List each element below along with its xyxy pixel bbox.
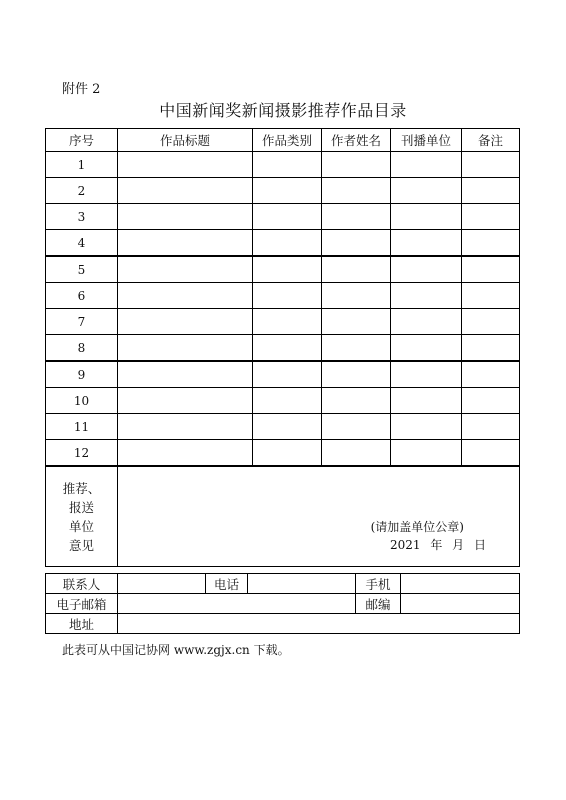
author-cell[interactable] — [322, 309, 391, 335]
table-row — [46, 283, 520, 309]
title-cell[interactable] — [118, 309, 253, 335]
remarks-cell[interactable] — [462, 152, 520, 178]
remarks-cell[interactable] — [462, 309, 520, 335]
title-cell[interactable] — [118, 204, 253, 230]
phone-label: 电话 — [206, 574, 248, 594]
footnote: 此表可从中国记协网 www.zgjx.cn 下载。 — [62, 643, 290, 657]
row-index: 10 — [46, 388, 118, 414]
author-cell[interactable] — [322, 361, 391, 388]
category-cell[interactable] — [253, 283, 322, 309]
publisher-cell[interactable] — [391, 204, 462, 230]
remarks-cell[interactable] — [462, 388, 520, 414]
publisher-cell[interactable] — [391, 388, 462, 414]
header-author: 作者姓名 — [322, 129, 391, 152]
row-index: 12 — [46, 440, 118, 467]
row-index: 1 — [46, 152, 118, 178]
remarks-cell[interactable] — [462, 283, 520, 309]
publisher-cell[interactable] — [391, 361, 462, 388]
category-cell[interactable] — [253, 361, 322, 388]
category-cell[interactable] — [253, 230, 322, 257]
row-index: 11 — [46, 414, 118, 440]
author-cell[interactable] — [322, 178, 391, 204]
author-cell[interactable] — [322, 440, 391, 467]
author-cell[interactable] — [322, 204, 391, 230]
address-field[interactable] — [118, 614, 520, 634]
title-cell[interactable] — [118, 361, 253, 388]
table-row — [46, 309, 520, 335]
phone-field[interactable] — [248, 574, 356, 594]
postcode-label: 邮编 — [356, 594, 401, 614]
title-cell[interactable] — [118, 178, 253, 204]
remarks-cell[interactable] — [462, 440, 520, 467]
publisher-cell[interactable] — [391, 178, 462, 204]
document-title: 中国新闻奖新闻摄影推荐作品目录 — [159, 101, 407, 120]
header-category: 作品类别 — [253, 129, 322, 152]
author-cell[interactable] — [322, 283, 391, 309]
table-row — [46, 256, 520, 283]
table-row — [46, 361, 520, 388]
author-cell[interactable] — [322, 388, 391, 414]
title-cell[interactable] — [118, 152, 253, 178]
email-label: 电子邮箱 — [46, 594, 118, 614]
publisher-cell[interactable] — [391, 256, 462, 283]
table-header-row — [46, 129, 520, 152]
title-cell[interactable] — [118, 388, 253, 414]
row-index: 9 — [46, 361, 118, 388]
mobile-label: 手机 — [356, 574, 401, 594]
works-table — [45, 128, 520, 567]
row-index: 5 — [46, 256, 118, 283]
category-cell[interactable] — [253, 414, 322, 440]
author-cell[interactable] — [322, 414, 391, 440]
category-cell[interactable] — [253, 256, 322, 283]
recommendation-row — [46, 466, 520, 567]
publisher-cell[interactable] — [391, 309, 462, 335]
category-cell[interactable] — [253, 335, 322, 362]
remarks-cell[interactable] — [462, 256, 520, 283]
title-cell[interactable] — [118, 440, 253, 467]
contact-row-1 — [46, 574, 520, 594]
date-line: 2021 年 月 日 — [390, 538, 486, 552]
row-index: 8 — [46, 335, 118, 362]
email-field[interactable] — [118, 594, 356, 614]
stamp-note: (请加盖单位公章) — [370, 520, 464, 534]
table-row — [46, 204, 520, 230]
header-title: 作品标题 — [118, 129, 253, 152]
author-cell[interactable] — [322, 256, 391, 283]
remarks-cell[interactable] — [462, 335, 520, 362]
attachment-label: 附件 2 — [62, 82, 101, 97]
header-remarks: 备注 — [462, 129, 520, 152]
recommendation-field[interactable] — [118, 466, 520, 567]
category-cell[interactable] — [253, 388, 322, 414]
table-row — [46, 335, 520, 362]
publisher-cell[interactable] — [391, 230, 462, 257]
table-row — [46, 414, 520, 440]
postcode-field[interactable] — [401, 594, 520, 614]
row-index: 6 — [46, 283, 118, 309]
row-index: 4 — [46, 230, 118, 257]
header-index: 序号 — [46, 129, 118, 152]
row-index: 3 — [46, 204, 118, 230]
contact-table — [45, 573, 520, 634]
table-row — [46, 440, 520, 467]
table-row — [46, 388, 520, 414]
recommendation-label: 推荐、 报送 单位 意见 — [46, 466, 118, 567]
table-row — [46, 230, 520, 257]
row-index: 7 — [46, 309, 118, 335]
remarks-cell[interactable] — [462, 361, 520, 388]
mobile-field[interactable] — [401, 574, 520, 594]
table-row — [46, 152, 520, 178]
remarks-cell[interactable] — [462, 204, 520, 230]
contact-person-field[interactable] — [118, 574, 206, 594]
publisher-cell[interactable] — [391, 414, 462, 440]
address-label: 地址 — [46, 614, 118, 634]
title-cell[interactable] — [118, 230, 253, 257]
author-cell[interactable] — [322, 335, 391, 362]
category-cell[interactable] — [253, 440, 322, 467]
author-cell[interactable] — [322, 230, 391, 257]
category-cell[interactable] — [253, 309, 322, 335]
publisher-cell[interactable] — [391, 152, 462, 178]
row-index: 2 — [46, 178, 118, 204]
publisher-cell[interactable] — [391, 440, 462, 467]
remarks-cell[interactable] — [462, 230, 520, 257]
contact-person-label: 联系人 — [46, 574, 118, 594]
title-cell[interactable] — [118, 335, 253, 362]
publisher-cell[interactable] — [391, 283, 462, 309]
title-cell[interactable] — [118, 283, 253, 309]
remarks-cell[interactable] — [462, 414, 520, 440]
category-cell[interactable] — [253, 152, 322, 178]
title-cell[interactable] — [118, 256, 253, 283]
category-cell[interactable] — [253, 204, 322, 230]
header-publisher: 刊播单位 — [391, 129, 462, 152]
author-cell[interactable] — [322, 152, 391, 178]
remarks-cell[interactable] — [462, 178, 520, 204]
table-row — [46, 178, 520, 204]
category-cell[interactable] — [253, 178, 322, 204]
publisher-cell[interactable] — [391, 335, 462, 362]
contact-row-2 — [46, 594, 520, 614]
contact-row-3 — [46, 614, 520, 634]
title-cell[interactable] — [118, 414, 253, 440]
